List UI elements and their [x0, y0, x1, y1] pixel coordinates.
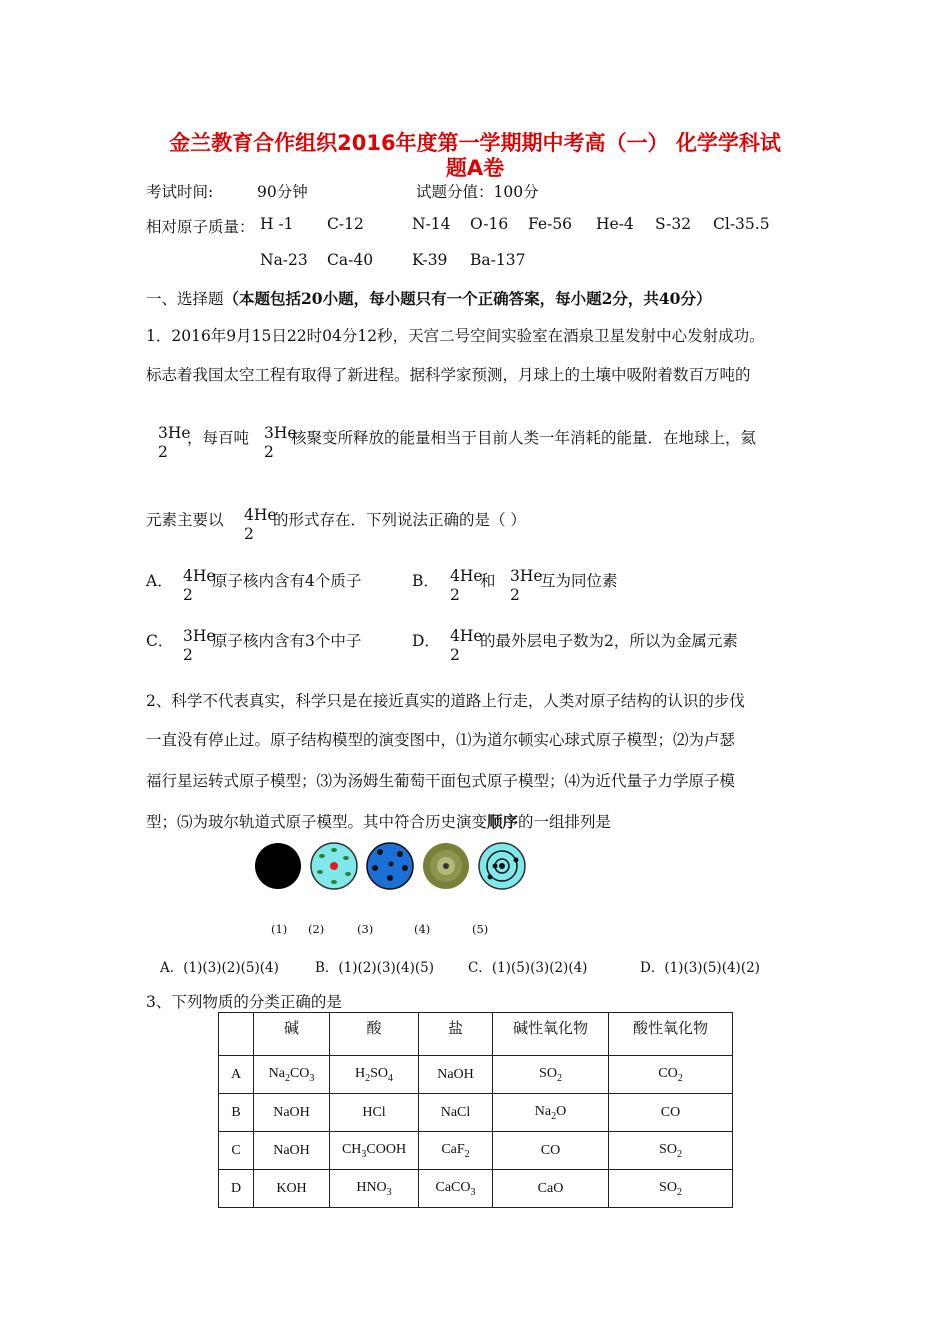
table-row: [219, 1094, 733, 1132]
figure-caption: (3): [357, 922, 374, 936]
table-header-cell: [219, 1013, 254, 1056]
q2-option-a: A．(1)(3)(2)(5)(4): [160, 960, 279, 976]
classification-table: [218, 1012, 733, 1208]
q1-option-b-mid: 和: [480, 572, 496, 590]
atomic-mass-item: Fe-56: [528, 215, 573, 233]
atomic-mass-item: O-16: [470, 215, 509, 233]
figure-caption: (5): [472, 922, 489, 936]
atomic-mass-item: N-14: [412, 215, 451, 233]
section-instructions: （本题包括20小题，每小题只有一个正确答案，每小题2分，共40分）: [223, 289, 712, 308]
q1-option-c-label: C．: [146, 632, 174, 650]
q2-line3: 福行星运转式原子模型；⑶为汤姆生葡萄干面包式原子模型；⑷为近代量子力学原子模: [146, 772, 736, 790]
atomic-mass-label: 相对原子质量：: [146, 218, 255, 236]
exam-title-line1: 金兰教育合作组织2016年度第一学期期中考高（一） 化学学科试: [169, 131, 781, 155]
q1-line3-b: 核聚变所释放的能量相当于目前人类一年消耗的能量．在地球上，氦: [291, 429, 757, 447]
formula-cell: NaOH: [254, 1132, 330, 1170]
table-header-cell: 酸性氧化物: [609, 1013, 733, 1056]
figure-caption: (1): [271, 922, 288, 936]
section-heading: [146, 287, 711, 309]
formula-cell: NaOH: [254, 1094, 330, 1132]
formula-cell: $Na_2O$: [493, 1094, 609, 1132]
formula-cell: $CO_2$: [609, 1056, 733, 1094]
bohr-orbit-model: [479, 843, 525, 889]
formula-cell: HCl: [330, 1094, 419, 1132]
section-prefix: 一、选择题: [146, 290, 224, 308]
formula-cell: CO: [609, 1094, 733, 1132]
q2-option-d: D．(1)(3)(5)(4)(2): [640, 960, 760, 976]
dalton-solid-sphere-model: [255, 843, 301, 889]
table-row: [219, 1056, 733, 1094]
row-label-cell: A: [219, 1056, 254, 1094]
formula-cell: CaO: [493, 1170, 609, 1208]
formula-cell: $H_2SO_4$: [330, 1056, 419, 1094]
q2-line1: 2、科学不代表真实，科学只是在接近真实的道路上行走，人类对原子结构的认识的步伐: [146, 692, 745, 710]
table-header-cell: 碱: [254, 1013, 330, 1056]
row-label-cell: D: [219, 1170, 254, 1208]
rutherford-planetary-model: [311, 843, 357, 889]
q1-option-d-text: 的最外层电子数为2，所以为金属元素: [480, 632, 738, 650]
formula-cell: $SO_2$: [493, 1056, 609, 1094]
table-header-cell: 盐: [419, 1013, 493, 1056]
q1-option-a-label: A．: [146, 572, 173, 590]
table-row: [219, 1132, 733, 1170]
q3-stem: 3、下列物质的分类正确的是: [146, 993, 342, 1011]
table-row: [219, 1170, 733, 1208]
table-header-cell: 酸: [330, 1013, 419, 1056]
formula-cell: KOH: [254, 1170, 330, 1208]
exam-time-value: 90分钟: [257, 183, 308, 201]
quantum-electron-cloud-model: [423, 843, 469, 889]
q1-option-b-text: 互为同位素: [540, 572, 618, 590]
exam-title-line2: 题A卷: [445, 156, 505, 180]
row-label-cell: B: [219, 1094, 254, 1132]
formula-cell: CO: [493, 1132, 609, 1170]
atomic-mass-item: Na-23: [260, 251, 308, 269]
table-header-row: [219, 1013, 733, 1056]
formula-cell: NaOH: [419, 1056, 493, 1094]
formula-cell: $Na_2CO_3$: [254, 1056, 330, 1094]
atomic-mass-item: S-32: [655, 215, 692, 233]
thomson-plum-pudding-model: [367, 843, 413, 889]
q1-option-c-text: 原子核内含有3个中子: [212, 632, 362, 650]
formula-cell: $HNO_3$: [330, 1170, 419, 1208]
table-header-cell: 碱性氧化物: [493, 1013, 609, 1056]
q1-option-b-label: B．: [412, 572, 439, 590]
figure-caption: (2): [308, 922, 325, 936]
formula-cell: $SO_2$: [609, 1132, 733, 1170]
q1-line2: 标志着我国太空工程有取得了新进程。据科学家预测，月球上的土壤中吸附着数百万吨的: [146, 366, 751, 384]
q1-line3-a: ，每百吨: [187, 429, 250, 447]
q1-option-d-label: D．: [412, 632, 440, 650]
exam-score: 试题分值：100分: [416, 183, 539, 201]
atomic-mass-item: K-39: [412, 251, 448, 269]
atomic-mass-item: Ca-40: [327, 251, 374, 269]
q1-option-a-text: 原子核内含有4个质子: [212, 572, 362, 590]
atomic-mass-item: He-4: [596, 215, 634, 233]
exam-time-label: 考试时间:: [146, 183, 214, 201]
atom-models-figure: [250, 838, 540, 898]
atomic-mass-item: H -1: [260, 215, 294, 233]
q2-line4: 型；⑸为玻尔轨道式原子模型。其中符合历史演变顺序的一组排列是: [146, 812, 612, 831]
atomic-mass-item: C-12: [327, 215, 364, 233]
atomic-mass-item: Ba-137: [470, 251, 526, 269]
q2-option-c: C．(1)(5)(3)(2)(4): [468, 960, 588, 976]
q1-line4-b: 的形式存在．下列说法正确的是（ ）: [273, 511, 526, 529]
q1-line4-a: 元素主要以: [146, 511, 224, 529]
figure-caption: (4): [414, 922, 431, 936]
formula-cell: $SO_2$: [609, 1170, 733, 1208]
q1-line1: 1．2016年9月15日22时04分12秒，天宫二号空间实验室在酒泉卫星发射中心发射成功。: [146, 327, 765, 345]
atomic-mass-item: Cl-35.5: [713, 215, 770, 233]
formula-cell: $CH_3COOH$: [330, 1132, 419, 1170]
formula-cell: CaF$_2$: [419, 1132, 493, 1170]
q2-option-b: B．(1)(2)(3)(4)(5): [315, 960, 435, 976]
row-label-cell: C: [219, 1132, 254, 1170]
q2-line2: 一直没有停止过。原子结构模型的演变图中，⑴为道尔顿实心球式原子模型；⑵为卢瑟: [146, 731, 736, 749]
formula-cell: CaCO$_3$: [419, 1170, 493, 1208]
formula-cell: NaCl: [419, 1094, 493, 1132]
